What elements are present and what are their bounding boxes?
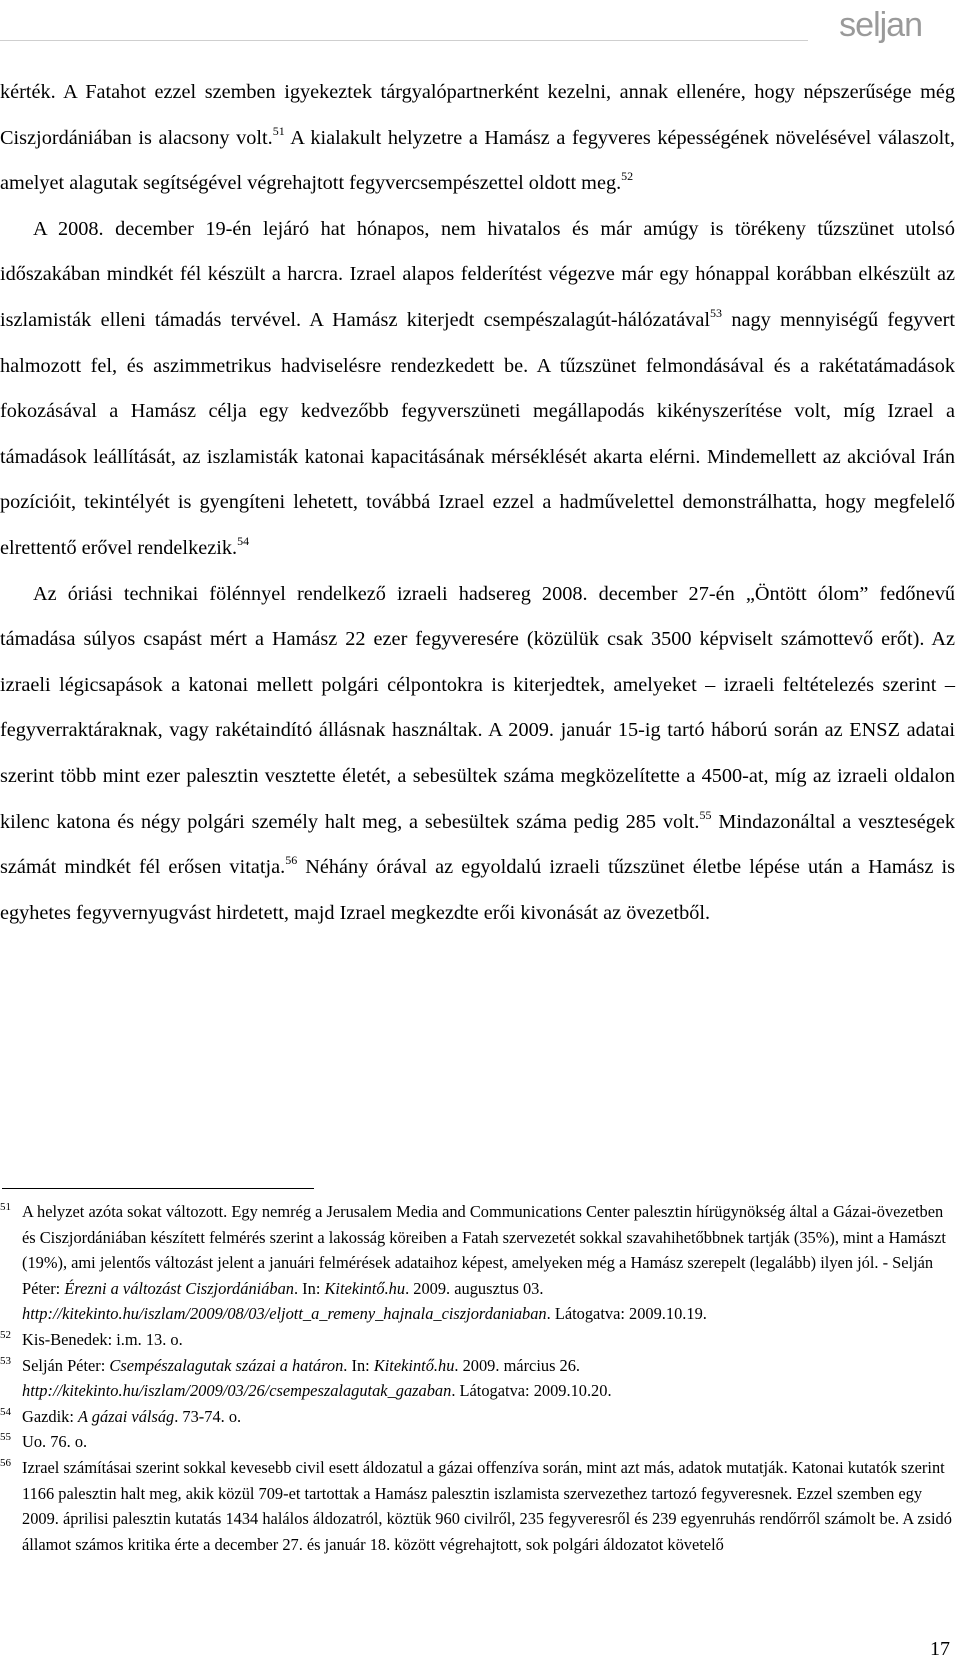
footnote-53	[0, 1353, 955, 1404]
footnote-title: A gázai válság	[77, 1406, 175, 1426]
footnote-title: Érezni a változást Ciszjordániában	[64, 1278, 294, 1298]
footnote-text: Izrael számításai szerint sokkal kevesebb civil esett áldozatul a gázai offenzíva során, mint azt más, adatok mutatják. Katonai kutatók szerint 1166 palesztin halt meg, akik közül 709-et tartottak a Hamász palesztin iszlamista szervezethez tartozó fegyveresnek. Ezzel szemben egy 2009. áprilisi palesztin kutatás 1434 halálos áldozatról, köztük 960 civilről, 235 fegyveresről és 239 egyenruhás rendőrről számolt be. A zsidó államot számos kritika érte a december 27. és január 18. között végrehajtott, sok polgári áldozatot követelő	[22, 1457, 952, 1554]
footnote-ref-56[interactable]: 56	[285, 853, 298, 868]
footnote-number: 52	[0, 1328, 11, 1341]
paragraph-text: Az óriási technikai fölénnyel rendelkező izraeli hadsereg 2008. december 27-én „Öntött ólom” fedőnevű támadása súlyos csapást mért a Hamász 22 ezer fegyveresére (közülük csak 3500 képviselt számottevő erőt). Az izraeli légicsapások a katonai mellett polgári célpontokra is kiterjedtek, amelyeket – izraeli feltételezés szerint – fegyverraktáraknak, vagy rakétaindító állásnak használtak. A 2009. január 15-ig tartó háború során az ENSZ adatai szerint több mint ezer palesztin vesztette életét, a sebesültek száma megközelítette a 4500-at, míg az izraeli oldalon kilenc katona és négy polgári személy halt meg, a sebesültek száma pedig 285 volt.	[0, 582, 955, 833]
header-divider	[0, 40, 808, 41]
paragraph-1	[0, 70, 955, 207]
footnote-text: . 2009. március 26.	[454, 1355, 581, 1375]
footnote-text: Kis-Benedek: i.m. 13. o.	[22, 1329, 183, 1349]
footnote-52	[0, 1327, 955, 1353]
footnote-number: 56	[0, 1456, 11, 1469]
footnote-number: 55	[0, 1431, 11, 1444]
paragraph-text: A 2008. december 19-én lejáró hat hónapos, nem hivatalos és már amúgy is törékeny tűzszünet utolsó időszakában mindkét fél készült a harcra. Izrael alapos felderítést végezve már egy hónappal korábban elkészült az iszlamisták elleni támadás tervével. A Hamász kiterjedt csempészalagút-hálózatával	[0, 217, 955, 331]
footnote-source: Kitekintő.hu	[373, 1355, 455, 1375]
footnote-link[interactable]: http://kitekinto.hu/iszlam/2009/03/26/csempeszalagutak_gazaban	[22, 1381, 452, 1401]
footnote-ref-53[interactable]: 53	[710, 305, 723, 320]
footnotes	[0, 1199, 955, 1557]
seljan-logo: seljan	[839, 6, 922, 44]
footnote-55	[0, 1429, 955, 1455]
footnote-text: . In:	[293, 1278, 325, 1298]
page-number: 17	[930, 1638, 950, 1660]
footnote-link[interactable]: http://kitekinto.hu/iszlam/2009/08/03/eljott_a_remeny_hajnala_ciszjordaniaban	[22, 1304, 547, 1324]
footnote-title: Csempészalagutak százai a határon	[109, 1355, 344, 1375]
paragraph-text: Néhány órával az egyoldalú izraeli tűzszünet életbe lépése után a Hamász is egyhetes fegyvernyugvást hirdetett, majd Izrael megkezdte erői kivonását az övezetből.	[0, 856, 955, 924]
main-text	[0, 70, 955, 936]
footnote-text: . Látogatva: 2009.10.19.	[546, 1304, 707, 1324]
footnote-text: Gazdik:	[22, 1406, 78, 1426]
paragraph-text: Mindazonáltal a veszteségek számát mindkét fél erősen vitatja.	[0, 810, 955, 879]
footnote-text: . 2009. augusztus 03.	[405, 1278, 544, 1298]
footnote-ref-51[interactable]: 51	[272, 123, 285, 138]
footnote-56	[0, 1455, 955, 1557]
footnote-ref-52[interactable]: 52	[621, 169, 634, 184]
footnote-number: 51	[0, 1201, 11, 1213]
footnote-text: A helyzet azóta sokat változott. Egy nemrég a Jerusalem Media and Communications Center palesztin hírügynökség által a Gázai-övezetben és Ciszjordániában készített felmérés szerint a lakosság köreiben a Fatah szervezetét sokkal szavahihetőbbnek tartják (35%), mint a Hamászt (19%), ami jelentős változást jelent a januári felmérések adataihoz képest, amelyeken még a Hamász szerepelt (legalább) ilyen jól. - Selján Péter:	[22, 1202, 946, 1298]
paragraph-text: kérték. A Fatahot ezzel szemben igyekeztek tárgyalópartnerként kezelni, annak ellenére, hogy népszerűsége még Ciszjordániában is alacsony volt.	[0, 81, 955, 149]
footnote-text: . In:	[343, 1355, 374, 1375]
footnote-text: Selján Péter:	[22, 1355, 110, 1375]
footnote-source: Kitekintő.hu	[324, 1278, 406, 1298]
footnote-ref-54[interactable]: 54	[237, 533, 250, 548]
paragraph-3	[0, 572, 955, 937]
footnote-ref-55[interactable]: 55	[699, 807, 712, 822]
footnote-51	[0, 1199, 955, 1327]
paragraph-text: nagy mennyiségű fegyvert halmozott fel, és aszimmetrikus hadviselésre rendezkedett be. A tűzszünet felmondásával és a rakétatámadások fokozásával a Hamász célja egy kedvezőbb fegyverszüneti megállapodás kikényszerítése volt, míg Izrael a támadások leállítását, az iszlamisták katonai kapacitásának mérséklését akarta elérni. Mindemellett az akcióval Irán pozícióit, tekintélyét is gyengíteni lehetett, továbbá Izrael ezzel a hadművelettel demonstrálhatta, hogy megfelelő elrettentő erővel rendelkezik.	[0, 308, 955, 559]
footnote-number: 54	[0, 1405, 11, 1418]
footnote-separator	[2, 1188, 314, 1189]
footnote-54	[0, 1404, 955, 1430]
footnote-text: . 73-74. o.	[174, 1406, 242, 1426]
footnote-text: . Látogatva: 2009.10.20.	[451, 1381, 612, 1401]
paragraph-2	[0, 207, 955, 572]
footnote-text: Uo. 76. o.	[22, 1432, 88, 1452]
paragraph-text: A kialakult helyzetre a Hamász a fegyveres képességének növelésével válaszolt, amelyet alagutak segítségével végrehajtott fegyvercsempészettel oldott meg.	[0, 126, 956, 195]
footnote-number: 53	[0, 1354, 11, 1367]
